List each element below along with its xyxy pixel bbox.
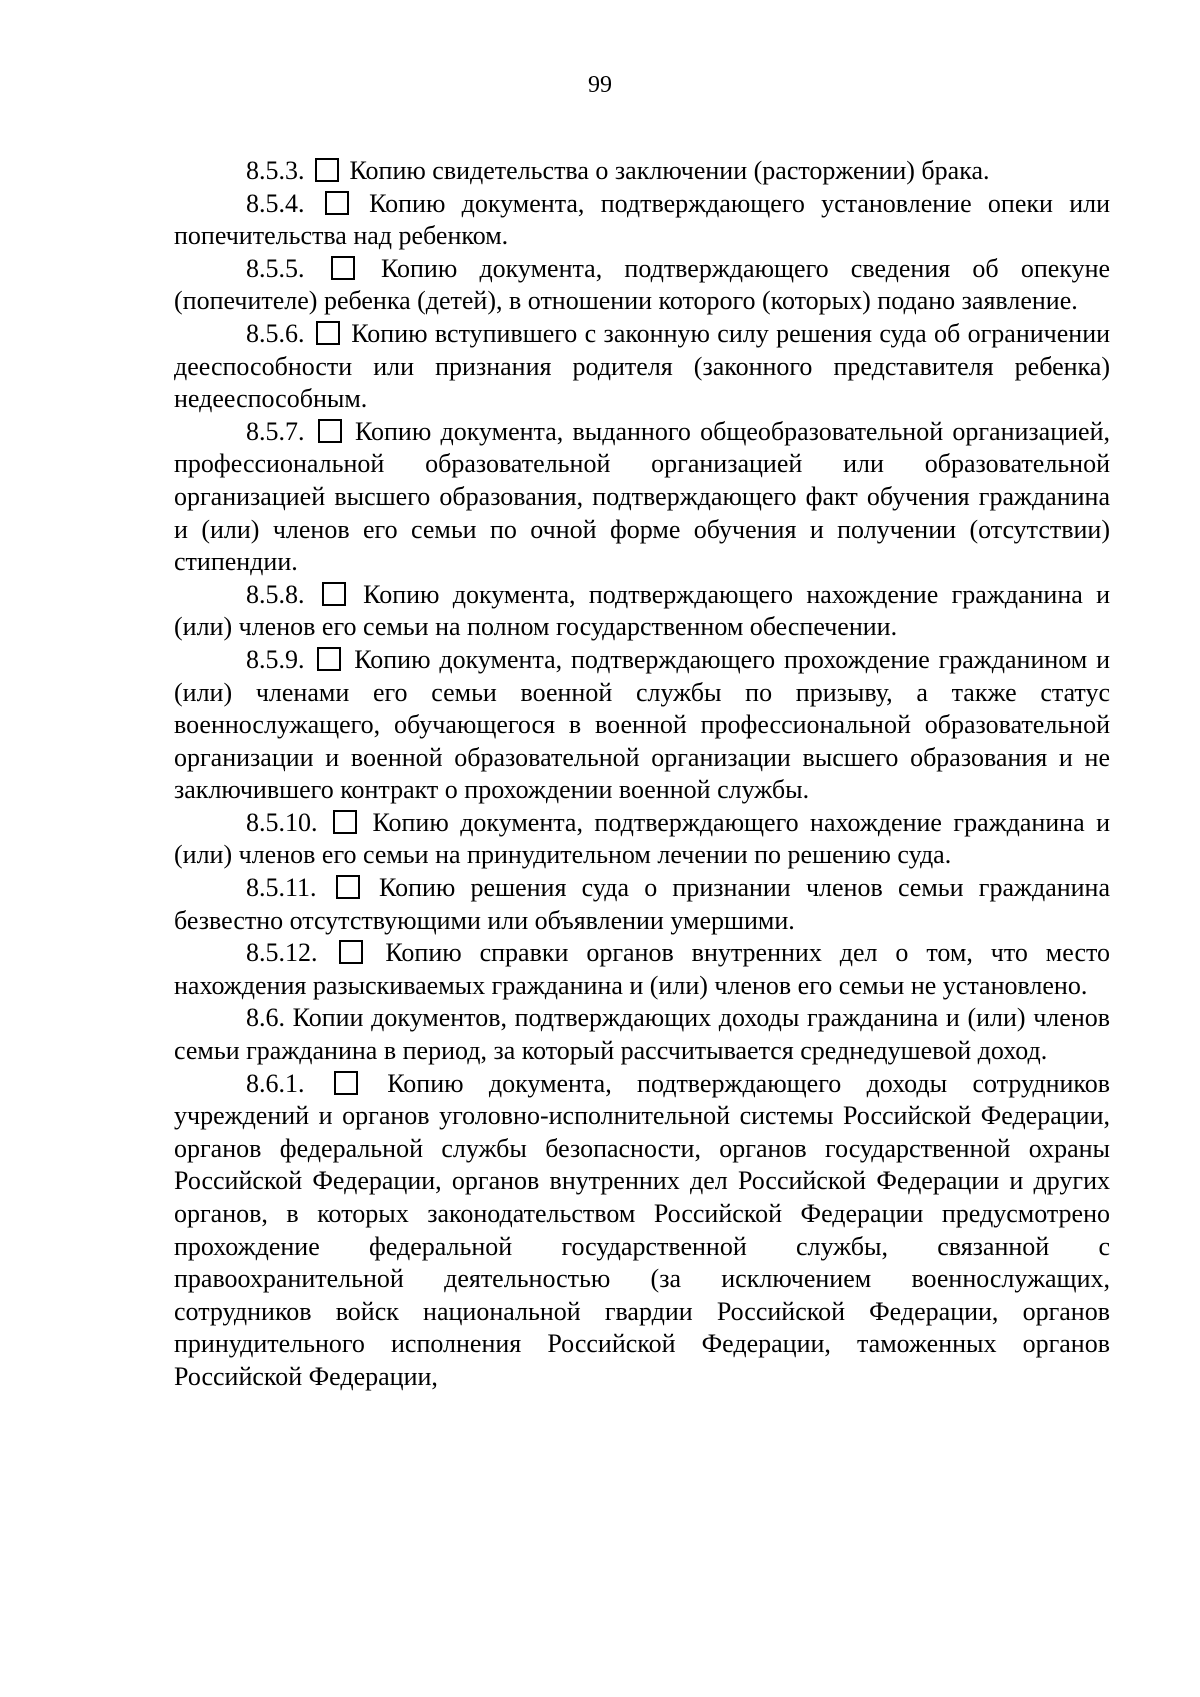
item-text: Копию документа, подтверждающего нахождение гражданина и (или) членов его семьи на полном государственном обеспечении. [174,579,1111,642]
item-text: Копию документа, выданного общеобразовательной организацией, профессиональной образовательной организацией или образовательной организацией высшего образования, подтверждающего факт обучения гражданина и (или) членов его семьи по очной форме обучения и получении (отсутствии) стипендии. [174,416,1110,577]
item-number: 8.6.1. [246,1068,305,1098]
item-text: Копию документа, подтверждающего нахождение гражданина и (или) членов его семьи на принудительном лечении по решению суда. [174,807,1111,870]
item-number: 8.5.7. [246,416,305,446]
item-text: Копию свидетельства о заключении (расторжении) брака. [349,156,990,185]
item-checkbox[interactable] [316,321,340,345]
item-text: Копию вступившего с законную силу решения суда об ограничении дееспособности или признания родителя (законного представителя ребенка) недееспособным. [174,318,1111,414]
list-item [174,872,1110,937]
item-checkbox[interactable] [333,810,357,834]
item-text: Копию документа, подтверждающего прохождение гражданином и (или) членами его семьи военной службы по призыву, а также статус военнослужащего, обучающегося в военной профессиональной образовательной организации и военной образовательной организации высшего образования и не заключившего контракт о прохождении военной службы. [174,644,1111,805]
item-number: 8.5.3. [246,156,305,185]
list-item [174,1068,1110,1394]
list-item [174,253,1110,318]
list-item [174,1002,1110,1067]
list-item [174,644,1110,807]
item-number: 8.5.4. [246,188,305,218]
item-checkbox[interactable] [339,940,363,964]
item-checkbox[interactable] [315,158,339,182]
item-checkbox[interactable] [331,256,355,280]
item-number: 8.5.12. [246,938,318,968]
item-number: 8.5.9. [246,644,305,674]
item-text: Копию справки органов внутренних дел о том, что место нахождения разыскиваемых гражданина и (или) членов его семьи не установлено. [174,938,1111,1000]
item-number: 8.5.8. [246,579,305,609]
item-checkbox[interactable] [334,1071,358,1095]
list-item [174,937,1110,1002]
item-checkbox[interactable] [317,647,341,671]
list-item [174,416,1110,579]
page-number: 99 [588,72,612,98]
item-text: Копию документа, подтверждающего установление опеки или попечительства над ребенком. [174,188,1110,251]
item-checkbox[interactable] [325,191,349,215]
item-number: 8.6. [246,1003,285,1033]
item-text: Копию документа, подтверждающего сведения об опекуне (попечителе) ребенка (детей), в отношении которого (которых) подано заявление. [174,253,1111,316]
list-item [174,318,1110,416]
item-number: 8.5.6. [246,318,305,348]
item-number: 8.5.11. [246,873,317,903]
list-item [174,579,1110,644]
item-checkbox[interactable] [322,582,346,606]
item-number: 8.5.5. [246,253,305,283]
document-body [174,155,1110,1394]
item-text: Копию документа, подтверждающего доходы сотрудников учреждений и органов уголовно-исполнительной системы Российской Федерации, органов федеральной службы безопасности, органов государственной охраны Российской Федерации, органов внутренних дел Российской Федерации и других органов, в которых законодательством Российской Федерации предусмотрено прохождение федеральной государственной службы, связанной с правоохранительной деятельностью (за исключением военнослужащих, сотрудников войск национальной гвардии Российской Федерации, органов принудительного исполнения Российской Федерации, таможенных органов Российской Федерации, [174,1068,1111,1391]
item-text: Копии документов, подтверждающих доходы гражданина и (или) членов семьи гражданина в период, за который рассчитывается среднедушевой доход. [174,1003,1111,1066]
list-item [174,188,1110,253]
item-text: Копию решения суда о признании членов семьи гражданина безвестно отсутствующими или объявлении умершими. [174,873,1111,935]
item-checkbox[interactable] [318,419,342,443]
item-number: 8.5.10. [246,807,318,837]
item-checkbox[interactable] [336,875,360,899]
list-item [174,807,1110,872]
list-item [174,155,1110,188]
